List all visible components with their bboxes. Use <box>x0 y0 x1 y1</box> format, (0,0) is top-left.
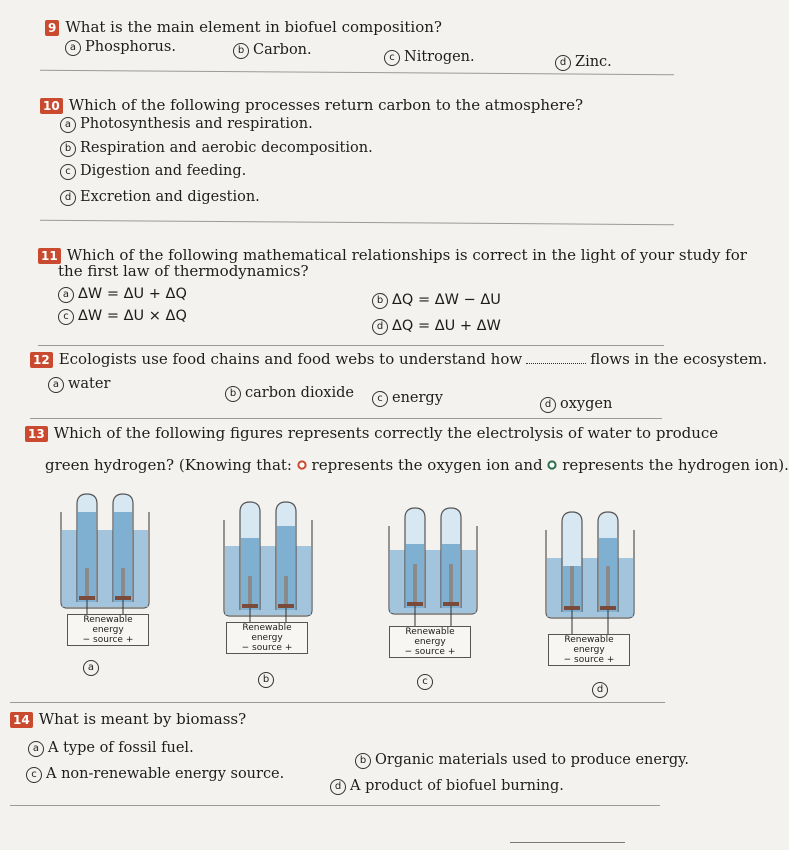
q10-number: 10 <box>40 98 63 114</box>
q11-option-c-letter: c <box>58 309 74 325</box>
q12-option-c-letter: c <box>372 391 388 407</box>
q13-text-end: represents the hydrogen ion). <box>562 456 789 474</box>
q11-option-c-text: ΔW = ΔU × ΔQ <box>78 308 187 324</box>
q12-option-c-text: energy <box>392 390 443 406</box>
q14-option-a-letter: a <box>28 741 44 757</box>
q13-text-mid: represents the oxygen ion and <box>311 456 543 474</box>
label-line3: source <box>252 643 282 653</box>
q9-option-b-text: Carbon. <box>253 42 312 58</box>
q12-stem <box>30 350 767 368</box>
label-line1: Renewable <box>242 623 292 633</box>
q14-option-b-letter: b <box>355 753 371 769</box>
energy-source-box-c <box>389 626 471 658</box>
label-line2: energy <box>251 633 283 643</box>
q14-number: 14 <box>10 712 33 728</box>
label-line2: energy <box>92 625 124 635</box>
q9-option-d-letter: d <box>555 55 571 71</box>
plus-sign: + <box>284 643 293 653</box>
q11-option-b-letter: b <box>372 293 388 309</box>
q9-option-c-text: Nitrogen. <box>404 49 475 65</box>
q9-option-a-text: Phosphorus. <box>85 39 176 55</box>
label-line1: Renewable <box>564 635 614 645</box>
energy-source-box-d <box>548 634 630 666</box>
figure-a-letter <box>83 660 103 676</box>
q9-option-d[interactable] <box>555 54 612 71</box>
q10-option-d-letter: d <box>60 190 76 206</box>
q12-option-a-letter: a <box>48 377 64 393</box>
label-line3-row <box>227 643 307 653</box>
label-line2: energy <box>573 645 605 655</box>
q11-option-d-text: ΔQ = ΔU + ΔW <box>392 318 501 334</box>
q11-option-d-letter: d <box>372 319 388 335</box>
energy-source-box-b <box>226 622 308 654</box>
figure-d-letter <box>592 682 612 698</box>
q11-text-line1: Which of the following mathematical relationships is correct in the light of your study for <box>66 246 747 264</box>
q10-stem <box>40 96 583 114</box>
electrolysis-cell-a <box>55 490 155 630</box>
q12-blank[interactable] <box>526 363 586 364</box>
q14-option-c[interactable] <box>26 766 284 783</box>
q14-text: What is meant by biomass? <box>38 710 247 728</box>
q10-option-c-letter: c <box>60 164 76 180</box>
q12-option-d-letter: d <box>540 397 556 413</box>
q12-number: 12 <box>30 352 53 368</box>
q10-option-c-text: Digestion and feeding. <box>80 163 247 179</box>
q10-option-b[interactable] <box>60 140 373 157</box>
figure-b-letter <box>258 672 278 688</box>
q13-text-line2: green hydrogen? (Knowing that: <box>45 456 292 474</box>
figure-a[interactable] <box>55 490 155 673</box>
q9-option-b-letter: b <box>233 43 249 59</box>
oxygen-ion-icon <box>297 460 307 470</box>
q9-stem <box>45 18 442 36</box>
divider <box>30 418 662 419</box>
q11-option-d[interactable] <box>372 318 501 335</box>
q10-option-b-text: Respiration and aerobic decomposition. <box>80 140 373 156</box>
q14-option-a-text: A type of fossil fuel. <box>48 740 194 756</box>
q12-text-after: flows in the ecosystem. <box>590 350 768 368</box>
label-line1: Renewable <box>83 615 133 625</box>
q14-option-d-text: A product of biofuel burning. <box>350 778 564 794</box>
q11-option-a-text: ΔW = ΔU + ΔQ <box>78 286 187 302</box>
q10-option-c[interactable] <box>60 163 246 180</box>
q11-number: 11 <box>38 248 61 264</box>
q14-option-b[interactable] <box>355 752 689 769</box>
electrolysis-cell-d <box>540 508 640 648</box>
divider <box>38 345 664 346</box>
footer-line <box>510 842 625 843</box>
plus-sign: + <box>125 635 134 645</box>
divider <box>10 702 665 703</box>
electrolysis-cell-c <box>383 504 483 644</box>
q9-option-c-letter: c <box>384 50 400 66</box>
figure-c-letter <box>417 674 437 690</box>
q11-option-b-text: ΔQ = ΔW − ΔU <box>392 292 501 308</box>
label-line3-row <box>68 635 148 645</box>
label-line3: source <box>415 647 445 657</box>
q14-option-b-text: Organic materials used to produce energy. <box>375 752 690 768</box>
q14-option-a[interactable] <box>28 740 194 757</box>
q13-text-line1: Which of the following figures represents correctly the electrolysis of water to produce <box>53 424 719 442</box>
q10-option-a[interactable] <box>60 116 313 133</box>
q14-option-c-text: A non-renewable energy source. <box>46 766 285 782</box>
q12-option-c[interactable] <box>372 390 443 407</box>
q10-text: Which of the following processes return carbon to the atmosphere? <box>68 96 584 114</box>
q9-text: What is the main element in biofuel composition? <box>65 18 442 36</box>
label-line2: energy <box>414 637 446 647</box>
q14-option-d[interactable] <box>330 778 564 795</box>
plus-sign: + <box>447 647 456 657</box>
q10-option-b-letter: b <box>60 141 76 157</box>
divider <box>10 805 660 806</box>
label-line3-row <box>549 655 629 665</box>
minus-sign: − <box>82 635 91 645</box>
label-line3: source <box>574 655 604 665</box>
q12-option-a-text: water <box>68 376 111 392</box>
divider <box>40 220 674 225</box>
label-line1: Renewable <box>405 627 455 637</box>
q9-option-a-letter: a <box>65 40 81 56</box>
q11-stem-line2: the first law of thermodynamics? <box>58 262 309 280</box>
q10-option-a-text: Photosynthesis and respiration. <box>80 116 313 132</box>
q12-text-before: Ecologists use food chains and food webs to understand how <box>58 350 523 368</box>
q9-option-d-text: Zinc. <box>575 54 612 70</box>
q10-option-d-text: Excretion and digestion. <box>80 189 260 205</box>
electrolysis-cell-b <box>218 498 318 638</box>
minus-sign: − <box>404 647 413 657</box>
figure-d-letter-badge: d <box>592 682 608 698</box>
q14-option-c-letter: c <box>26 767 42 783</box>
figure-b[interactable] <box>218 498 318 685</box>
q9-option-c[interactable] <box>384 49 475 66</box>
hydrogen-ion-icon <box>547 460 557 470</box>
q12-option-d-text: oxygen <box>560 396 613 412</box>
q11-option-a[interactable] <box>58 286 187 303</box>
q10-option-a-letter: a <box>60 117 76 133</box>
q11-option-b[interactable] <box>372 292 501 309</box>
plus-sign: + <box>606 655 615 665</box>
q11-option-a-letter: a <box>58 287 74 303</box>
figure-b-letter-badge: b <box>258 672 274 688</box>
q11-option-c[interactable] <box>58 308 187 325</box>
q12-option-d[interactable] <box>540 396 612 413</box>
minus-sign: − <box>241 643 250 653</box>
q9-number: 9 <box>45 20 59 36</box>
label-line3-row <box>390 647 470 657</box>
q13-number: 13 <box>25 426 48 442</box>
minus-sign: − <box>563 655 572 665</box>
q9-option-b[interactable] <box>233 42 312 59</box>
figure-c-letter-badge: c <box>417 674 433 690</box>
label-line3: source <box>93 635 123 645</box>
q14-stem <box>10 710 246 728</box>
figure-a-letter-badge: a <box>83 660 99 676</box>
q12-option-a[interactable] <box>48 376 110 393</box>
q12-option-b[interactable] <box>225 385 354 402</box>
energy-source-box-a <box>67 614 149 646</box>
q12-option-b-text: carbon dioxide <box>245 385 354 401</box>
q9-option-a[interactable] <box>65 39 176 56</box>
figure-d[interactable] <box>540 508 640 695</box>
q13-stem-line2 <box>45 456 789 474</box>
figure-c[interactable] <box>383 504 483 687</box>
q13-stem-line1 <box>25 424 718 442</box>
q14-option-d-letter: d <box>330 779 346 795</box>
q10-option-d[interactable] <box>60 189 260 206</box>
q12-option-b-letter: b <box>225 386 241 402</box>
